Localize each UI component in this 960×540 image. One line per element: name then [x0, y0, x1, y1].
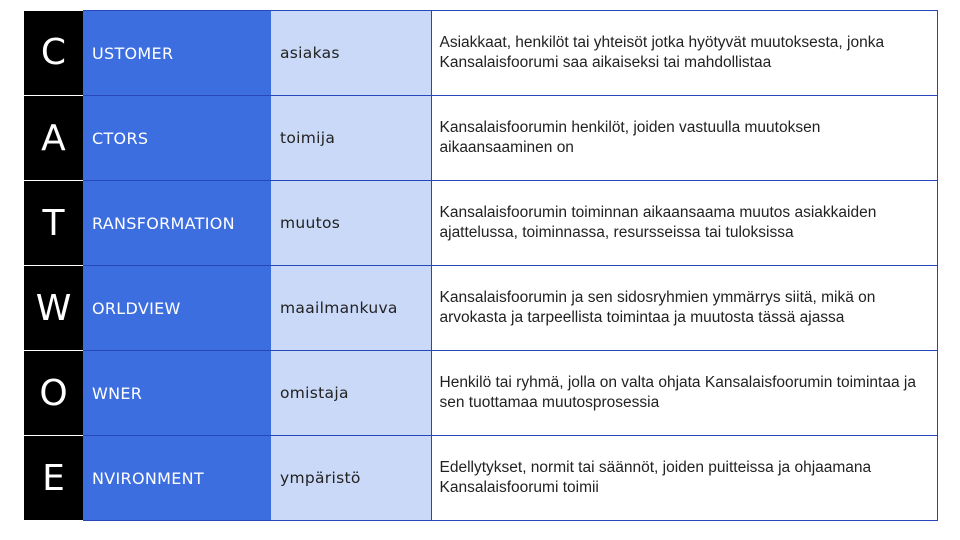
term-cell: NVIRONMENT: [83, 436, 271, 521]
term-cell: CTORS: [83, 96, 271, 181]
table-row: [24, 11, 938, 96]
term-cell: RANSFORMATION: [83, 181, 271, 266]
letter-cell: T: [24, 181, 83, 266]
finnish-term-cell: toimija: [271, 96, 431, 181]
finnish-term-cell: asiakas: [271, 11, 431, 96]
letter-cell: C: [24, 11, 83, 96]
table-row: [24, 266, 938, 351]
table-row: [24, 436, 938, 521]
letter-cell: O: [24, 351, 83, 436]
letter-cell: A: [24, 96, 83, 181]
description-cell: Edellytykset, normit tai säännöt, joiden puitteissa ja ohjaamana Kansalaisfoorumi toimii: [431, 436, 938, 521]
letter-cell: W: [24, 266, 83, 351]
letter-cell: E: [24, 436, 83, 521]
catwoe-table: [24, 10, 938, 521]
table-row: [24, 181, 938, 266]
table-row: [24, 96, 938, 181]
term-cell: ORLDVIEW: [83, 266, 271, 351]
description-cell: Henkilö tai ryhmä, jolla on valta ohjata Kansalaisfoorumin toimintaa ja sen tuottamaa muutosprosessia: [431, 351, 938, 436]
description-cell: Kansalaisfoorumin toiminnan aikaansaama muutos asiakkaiden ajattelussa, toiminnassa, resursseissa tai tuloksissa: [431, 181, 938, 266]
finnish-term-cell: maailmankuva: [271, 266, 431, 351]
finnish-term-cell: ympäristö: [271, 436, 431, 521]
term-cell: USTOMER: [83, 11, 271, 96]
description-cell: Kansalaisfoorumin ja sen sidosryhmien ymmärrys siitä, mikä on arvokasta ja tarpeellista toimintaa ja muutosta tässä ajassa: [431, 266, 938, 351]
description-cell: Asiakkaat, henkilöt tai yhteisöt jotka hyötyvät muutoksesta, jonka Kansalaisfoorumi saa aikaiseksi tai mahdollistaa: [431, 11, 938, 96]
term-cell: WNER: [83, 351, 271, 436]
finnish-term-cell: muutos: [271, 181, 431, 266]
table-row: [24, 351, 938, 436]
finnish-term-cell: omistaja: [271, 351, 431, 436]
description-cell: Kansalaisfoorumin henkilöt, joiden vastuulla muutoksen aikaansaaminen on: [431, 96, 938, 181]
